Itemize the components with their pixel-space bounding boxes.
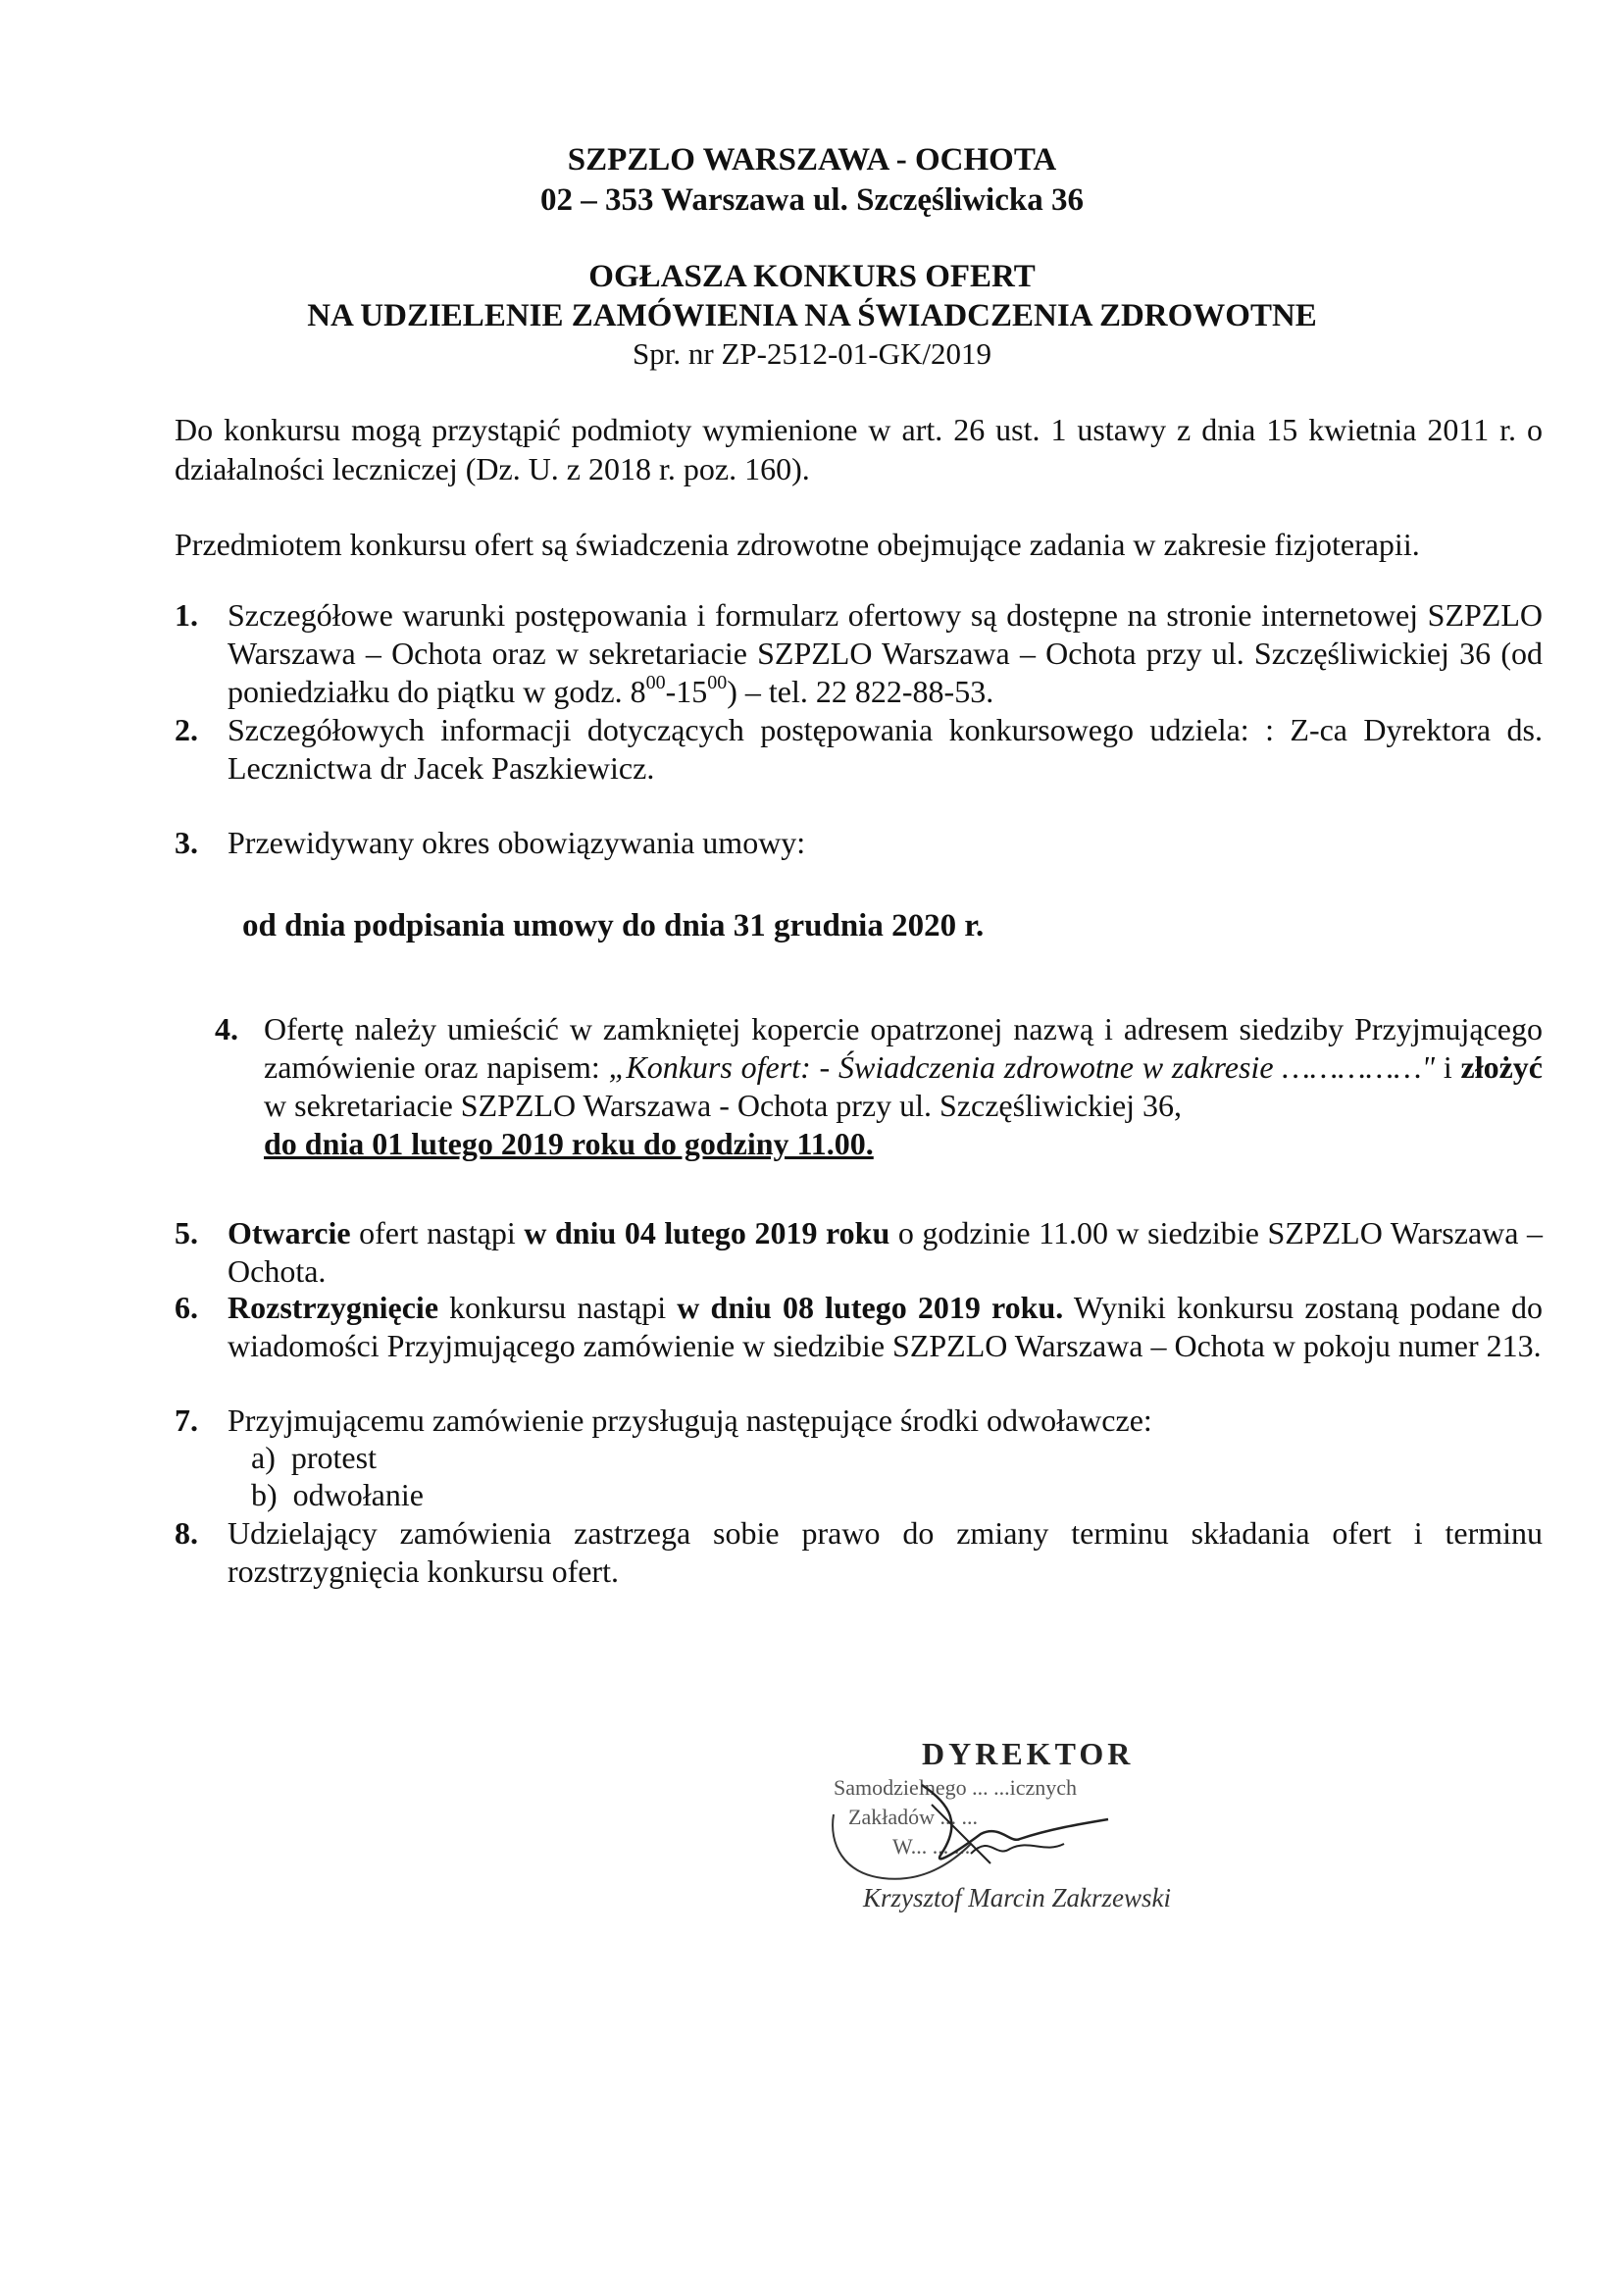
list-item-4 bbox=[215, 1010, 1543, 1167]
item-number: 8. bbox=[175, 1515, 198, 1551]
stamp-line-1: Samodzielnego ... ...icznych bbox=[834, 1775, 1078, 1800]
intro-paragraph-1: Do konkursu mogą przystąpić podmioty wymienione w art. 26 ust. 1 ustawy z dnia 15 kwietnia 2011 r. o działalności leczniczej (Dz. U. z 2018 r. poz. 160). bbox=[175, 412, 1543, 486]
sub-item-a: a) protest bbox=[251, 1440, 377, 1475]
sub-item-b: b) odwołanie bbox=[251, 1477, 424, 1512]
item-text: Udzielający zamówienia zastrzega sobie prawo do zmiany terminu składania ofert i terminu rozstrzygnięcia konkursu ofert. bbox=[228, 1515, 1543, 1589]
item-number: 3. bbox=[175, 825, 198, 860]
signatory-name: Krzysztof Marcin Zakrzewski bbox=[863, 1883, 1172, 1912]
stamp-title: DYREKTOR bbox=[922, 1736, 1135, 1771]
stamp-line-2: Zakładów ... ... bbox=[848, 1805, 978, 1829]
deadline: do dnia 01 lutego 2019 roku do godziny 11.00. bbox=[264, 1126, 874, 1161]
intro-paragraph-2: Przedmiotem konkursu ofert są świadczenia zdrowotne obejmujące zadania w zakresie fizjoterapii. bbox=[175, 527, 1420, 562]
item-number: 4. bbox=[215, 1011, 238, 1046]
item-text: Ofertę należy umieścić w zamkniętej kopercie opatrzonej nazwą i adresem siedziby Przyjmującego zamówienie oraz napisem: „Konkurs ofert: - Świadczenia zdrowotne w zakresie ……………" i złożyć w sekretariacie SZPZLO Warszawa - Ochota przy ul. Szczęśliwickiej 36, do dnia 01 lutego 2019 roku do godziny 11.00. bbox=[264, 1011, 1543, 1161]
item-text: Przewidywany okres obowiązywania umowy: bbox=[228, 825, 806, 860]
item-text: Otwarcie ofert nastąpi w dniu 04 lutego 2019 roku o godzinie 11.00 w siedzibie SZPZLO Warszawa – Ochota. bbox=[228, 1215, 1544, 1289]
stamp-line-3: W... ... ... bbox=[892, 1834, 971, 1859]
list-item-6 bbox=[175, 1289, 1543, 1406]
case-number: Spr. nr ZP-2512-01-GK/2019 bbox=[633, 336, 991, 371]
item-number: 1. bbox=[175, 597, 198, 633]
item-number: 7. bbox=[175, 1402, 198, 1438]
list-item-7 bbox=[175, 1402, 1543, 1441]
list-item-3 bbox=[175, 824, 1543, 863]
item-text: Rozstrzygnięcie konkursu nastąpi w dniu 08 lutego 2019 roku. Wyniki konkursu zostaną podane do wiadomości Przyjmującego zamówienie w siedzibie SZPZLO Warszawa – Ochota w pokoju numer 213. bbox=[228, 1290, 1544, 1363]
contract-period: od dnia podpisania umowy do dnia 31 grudnia 2020 r. bbox=[242, 908, 985, 943]
org-address: 02 – 353 Warszawa ul. Szczęśliwicka 36 bbox=[540, 182, 1084, 218]
list-item-5 bbox=[175, 1214, 1543, 1293]
item-number: 2. bbox=[175, 712, 198, 747]
item-text: Szczegółowych informacji dotyczących postępowania konkursowego udziela: : Z-ca Dyrektora ds. Lecznictwa dr Jacek Paszkiewicz. bbox=[228, 712, 1543, 786]
announce-line-1: OGŁASZA KONKURS OFERT bbox=[588, 259, 1036, 294]
announce-line-2: NA UDZIELENIE ZAMÓWIENIA NA ŚWIADCZENIA ZDROWOTNE bbox=[307, 298, 1317, 333]
item-text: Przyjmującemu zamówienie przysługują następujące środki odwoławcze: bbox=[228, 1402, 1152, 1438]
list-item-1 bbox=[175, 596, 1543, 714]
item-number: 5. bbox=[175, 1215, 198, 1250]
org-name: SZPZLO WARSZAWA - OCHOTA bbox=[567, 142, 1057, 178]
signature-block bbox=[804, 1736, 1265, 1932]
item-text: Szczegółowe warunki postępowania i formularz ofertowy są dostępne na stronie internetowej SZPZLO Warszawa – Ochota oraz w sekretariacie SZPZLO Warszawa – Ochota przy ul. Szczęśliwickiej 36 (od poniedziałku do piątku w godz. $8^{00}-15^{00}$) – tel. 22 822-88-53. bbox=[228, 597, 1543, 709]
handwritten-signature bbox=[824, 1765, 1177, 1893]
item-number: 6. bbox=[175, 1290, 198, 1325]
list-item-2 bbox=[175, 711, 1543, 790]
list-item-8 bbox=[175, 1514, 1543, 1593]
